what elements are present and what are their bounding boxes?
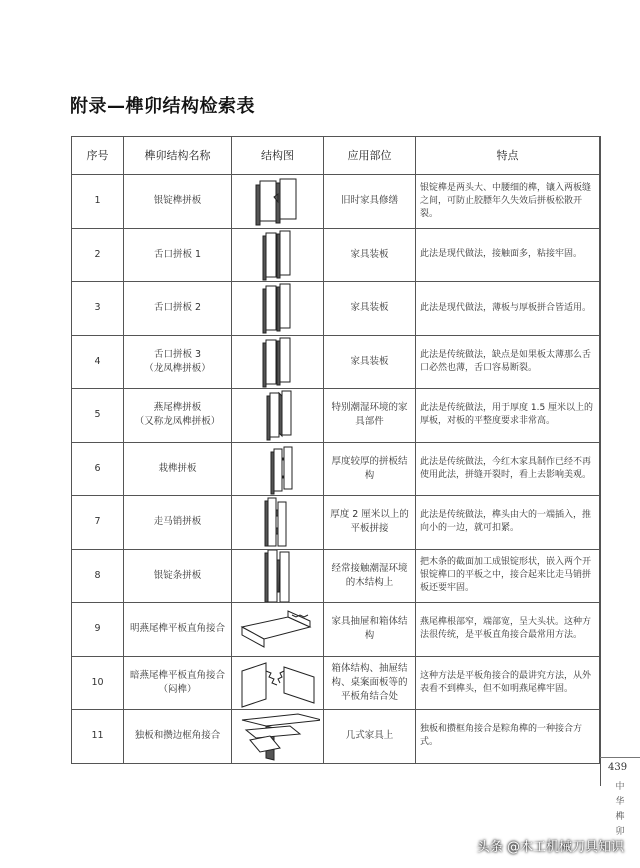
diagram-cell <box>232 549 324 603</box>
joint-name-cell <box>124 389 232 443</box>
row-number: 3 <box>72 282 124 336</box>
usage-cell <box>324 496 416 550</box>
diagram-cell <box>232 656 324 710</box>
header-diagram: 结构图 <box>232 137 324 175</box>
feature-text: 这种方法是平板角接合的最讲究方法，从外表看不到榫头，但不如明燕尾榫牢固。 <box>416 656 600 710</box>
usage-text: 的木结构上 <box>345 576 394 588</box>
feature-text: 此法是传统做法，用于厚度 1.5 厘米以上的厚板，对板的平整度要求非常高。 <box>416 389 600 443</box>
usage-text: 家具装板 <box>350 355 389 367</box>
joint-name: 舌口拼板 3 <box>153 348 202 360</box>
joint-name-cell <box>124 282 232 336</box>
book-title-vertical: 中华榫卯 <box>615 782 625 837</box>
usage-cell <box>324 228 416 282</box>
usage-text: 构、桌案面板等的 <box>331 676 408 688</box>
usage-text: 家具装板 <box>350 302 389 314</box>
butterfly-key-joint-icon <box>236 175 320 227</box>
dowel-panel-icon <box>236 443 320 495</box>
row-number: 1 <box>72 175 124 229</box>
usage-text: 具部件 <box>355 416 384 428</box>
joint-name: （又称龙凤榫拼板） <box>134 416 221 428</box>
tongue-groove-panel-icon <box>236 282 320 334</box>
diagram-cell <box>232 228 324 282</box>
usage-cell <box>324 335 416 389</box>
diagram-cell <box>232 442 324 496</box>
usage-cell <box>324 282 416 336</box>
usage-text: 特别潮湿环境的家 <box>331 402 408 414</box>
joint-name: 走马销拼板 <box>153 516 202 528</box>
table-row <box>72 175 600 229</box>
joint-name: 独板和攒边框角接合 <box>134 730 221 742</box>
joint-name-cell <box>124 603 232 657</box>
joint-name: 明燕尾榫平板直角接合 <box>129 623 225 635</box>
diagram-cell <box>232 335 324 389</box>
feature-text: 把木条的截面加工成银锭形状，嵌入两个开银锭榫口的平板之中，接合起来比走马销拼板还要牢固。 <box>416 549 600 603</box>
usage-text: 家具装板 <box>350 248 389 260</box>
joint-name: （闷榫） <box>158 683 197 695</box>
joint-name-cell <box>124 656 232 710</box>
usage-text: 旧时家具修缮 <box>340 195 398 207</box>
usage-cell <box>324 175 416 229</box>
feature-text: 银锭榫是两头大、中腰细的榫，镶入两板缝之间，可防止胶膘年久失效后拼板松散开裂。 <box>416 175 600 229</box>
usage-text: 平板拼接 <box>350 523 389 535</box>
feature-text: 此法是现代做法，接触面多，粘接牢固。 <box>416 228 600 282</box>
feature-text: 此法是传统做法，今红木家具制作已经不再使用此法，拼缝开裂时，看上去影响美观。 <box>416 442 600 496</box>
usage-text: 几式家具上 <box>345 730 394 742</box>
row-number: 4 <box>72 335 124 389</box>
page-number: 439 <box>608 762 628 773</box>
sliding-pin-panel-icon <box>236 496 320 548</box>
table-row <box>72 335 600 389</box>
panel-frame-corner-icon <box>236 710 320 762</box>
usage-text: 构 <box>364 630 375 642</box>
feature-text: 独板和攒框角接合是粽角榫的一种接合方式。 <box>416 710 600 764</box>
table-row <box>72 389 600 443</box>
header-name: 榫卯结构名称 <box>124 137 232 175</box>
usage-text: 厚度 2 厘米以上的 <box>330 509 409 521</box>
joint-name: （龙凤榫拼板） <box>144 362 211 374</box>
row-number: 2 <box>72 228 124 282</box>
table-row <box>72 603 600 657</box>
usage-text: 厚度较厚的拼板结 <box>331 455 408 467</box>
usage-text: 家具抽屉和箱体结 <box>331 616 408 628</box>
table-row <box>72 282 600 336</box>
joinery-index-table <box>71 136 600 764</box>
joint-name: 银锭榫拼板 <box>153 195 202 207</box>
row-number: 8 <box>72 549 124 603</box>
usage-text: 经常接触潮湿环境 <box>331 562 408 574</box>
usage-cell <box>324 710 416 764</box>
feature-text: 此法是传统做法，榫头由大的一端插入，推向小的一边，就可扣紧。 <box>416 496 600 550</box>
joint-name: 暗燕尾榫平板直角接合 <box>129 669 225 681</box>
joint-name-cell <box>124 175 232 229</box>
table-row <box>72 549 600 603</box>
table-row <box>72 496 600 550</box>
diagram-cell <box>232 282 324 336</box>
row-number: 5 <box>72 389 124 443</box>
table-row <box>72 228 600 282</box>
table-row <box>72 442 600 496</box>
hidden-dovetail-corner-icon <box>236 657 320 709</box>
diagram-cell <box>232 603 324 657</box>
feature-text: 燕尾榫根部窄，端部宽，呈大头状。这种方法很传统，是平板直角接合最常用方法。 <box>416 603 600 657</box>
usage-text: 箱体结构、抽屉结 <box>331 663 408 675</box>
usage-cell <box>324 549 416 603</box>
feature-text: 此法是现代做法，薄板与厚板拼合皆适用。 <box>416 282 600 336</box>
margin-rule <box>600 136 601 786</box>
tongue-groove-panel-icon <box>236 229 320 281</box>
diagram-cell <box>232 389 324 443</box>
page-number-rule <box>600 757 640 758</box>
usage-cell <box>324 603 416 657</box>
table-row <box>72 656 600 710</box>
tongue-groove-panel-icon <box>236 336 320 388</box>
watermark: 头条 @木工机械刀具知识 <box>476 840 624 855</box>
usage-text: 构 <box>364 469 375 481</box>
usage-cell <box>324 442 416 496</box>
joint-name-cell <box>124 228 232 282</box>
joint-name-cell <box>124 442 232 496</box>
row-number: 11 <box>72 710 124 764</box>
joint-name: 舌口拼板 1 <box>153 248 202 260</box>
joint-name-cell <box>124 710 232 764</box>
joint-name: 栽榫拼板 <box>158 462 197 474</box>
diagram-cell <box>232 496 324 550</box>
dovetail-panel-icon <box>236 389 320 441</box>
joint-name-cell <box>124 549 232 603</box>
diagram-cell <box>232 710 324 764</box>
page-title: 附录—榫卯结构检索表 <box>70 96 255 117</box>
feature-text: 此法是传统做法，缺点是如果板太薄那么舌口必然也薄，舌口容易断裂。 <box>416 335 600 389</box>
row-number: 7 <box>72 496 124 550</box>
joint-name: 舌口拼板 2 <box>153 302 202 314</box>
joint-name: 银锭条拼板 <box>153 569 202 581</box>
usage-cell <box>324 656 416 710</box>
diagram-cell <box>232 175 324 229</box>
table-row <box>72 710 600 764</box>
joint-name-cell <box>124 335 232 389</box>
joint-name-cell <box>124 496 232 550</box>
usage-text: 平板角结合处 <box>340 690 398 702</box>
row-number: 9 <box>72 603 124 657</box>
table-header-row <box>72 137 600 175</box>
row-number: 10 <box>72 656 124 710</box>
through-dovetail-corner-icon <box>236 603 320 655</box>
joint-name: 燕尾榫拼板 <box>153 402 202 414</box>
usage-cell <box>324 389 416 443</box>
dovetail-strip-panel-icon <box>236 550 320 602</box>
header-usage: 应用部位 <box>324 137 416 175</box>
header-no: 序号 <box>72 137 124 175</box>
row-number: 6 <box>72 442 124 496</box>
header-feature: 特点 <box>416 137 600 175</box>
